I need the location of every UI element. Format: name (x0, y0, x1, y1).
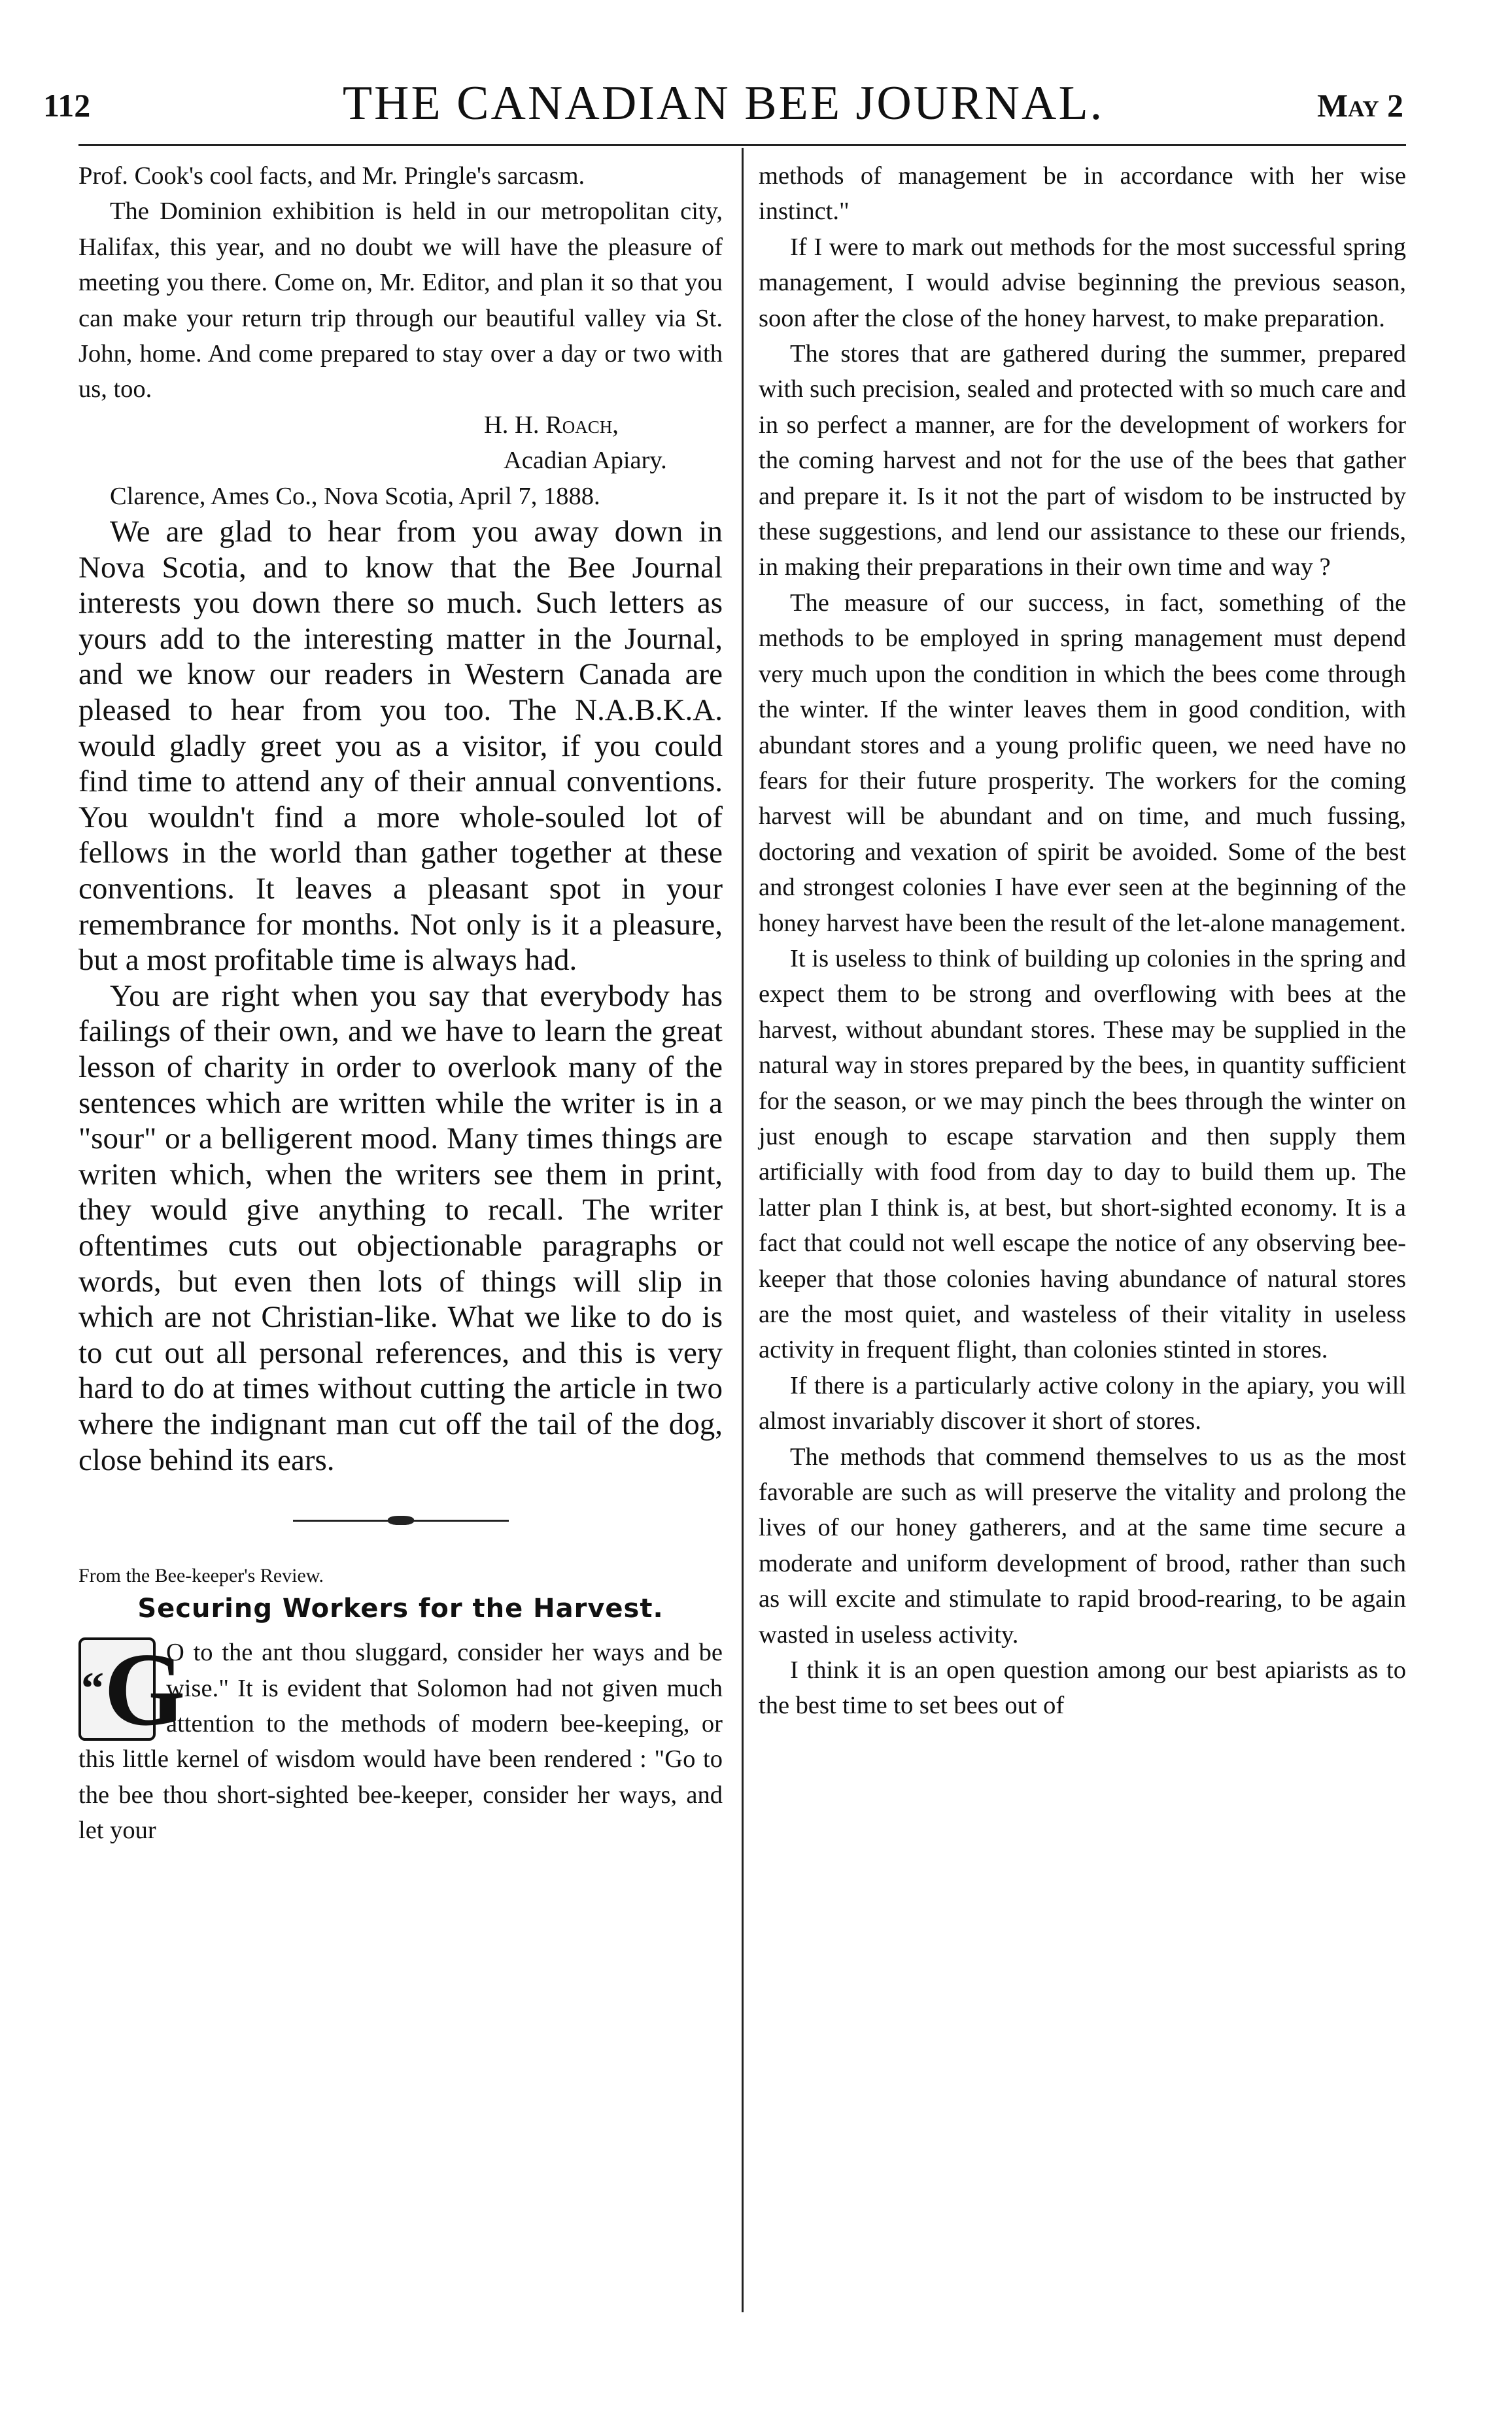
drop-cap-letter (78, 1631, 186, 1748)
left-column (78, 158, 723, 1849)
article-paragraph: The methods that commend themselves to us as the most favorable are such as will preserve the vitality and prolong the lives of our honey gatherers, and at the same time secure a moderate and uniform development of brood, rather than such as will excite and stimulate to rapid brood-rearing, to be again wasted in useless activity. (759, 1443, 1406, 1649)
page-number: 112 (43, 87, 91, 124)
divider-ornament (388, 1516, 414, 1525)
article-paragraph: If there is a particularly active colony in the apiary, you will almost invariably discover it short of stores. (759, 1371, 1406, 1435)
article-paragraph: It is useless to think of building up colonies in the spring and expect them to be strong and overflowing with bees at the harvest, without abundant stores. These may be supplied in the natural way in stores prepared by the bees, in quantity sufficient for the season, or we may pinch the bees through the winter on just enough to escape starvation and then supply them artificially with food from day to day to build them up. The latter plan I think is, at best, but short-sighted economy. It is a fact that could not well escape the notice of any observing bee-keeper that those colonies having abundance of natural stores are the most quiet, and wasteless of their vitality in useless activity in frequent flight, than colonies stinted in stores. (759, 944, 1406, 1364)
drop-cap-glyph: G (104, 1631, 186, 1748)
letter-paragraph: The Dominion exhibition is held in our metropolitan city, Halifax, this year, and no doubt we will have the pleasure of meeting you there. Come on, Mr. Editor, and plan it so that you can make your return trip through our beautiful valley via St. John, home. And come prepared to stay over a day or two with us, too. (78, 197, 723, 403)
article-paragraph: The stores that are gathered during the summer, prepared with such precision, sealed and protected with so much care and in so perfect a manner, are for the development of workers for the coming harvest and not for the use of the bees that gather and prepare it. Is it not the part of wisdom to be instructed by these suggestions, and lend our assistance to these our friends, in making their preparations in their own time and way ? (759, 340, 1406, 581)
article-paragraph: I think it is an open question among our best apiarists as to the best time to set bees out of (759, 1656, 1406, 1720)
article-paragraph: The measure of our success, in fact, something of the methods to be employed in spring management must depend very much upon the condition in which the bees come through the winter. If the winter leaves them in good condition, with abundant stores and a young prolific queen, we need have no fears for their future prosperity. The workers for the coming harvest will be abundant and on time, and much fussing, doctoring and vexation of spirit be avoided. Some of the best and strongest colonies I have ever seen at the beginning of the honey harvest have been the result of the let-alone management. (759, 589, 1406, 937)
article-source: From the Bee-keeper's Review. (78, 1565, 324, 1587)
issue-date: May 2 (1316, 87, 1403, 124)
signature-place: Clarence, Ames Co., Nova Scotia, April 7, 1888. (110, 482, 600, 510)
editor-reply-paragraph: We are glad to hear from you away down in Nova Scotia, and to know that the Bee Journal interests you down there so much. Such letters as yours add to the interesting matter in the Journal, and we know our readers in Western Canada are pleased to hear from you too. The N.A.B.K.A. would gladly greet you as a visitor, if you could find time to attend any of their annual conventions. You wouldn't find a more whole-souled lot of fellows in the world than gather together at these conventions. It leaves a pleasant spot in your remembrance for months. Not only is it a pleasure, but a most profitable time is always had. (78, 515, 723, 978)
column-divider (742, 148, 744, 2312)
letter-paragraph: Prof. Cook's cool facts, and Mr. Pringle's sarcasm. (78, 162, 585, 190)
article-opening (78, 1631, 723, 1848)
signature-name: H. H. Roach, (484, 411, 619, 439)
signature-apiary: Acadian Apiary. (504, 447, 667, 475)
header-rule (78, 144, 1406, 146)
right-column (759, 158, 1406, 1724)
section-divider (293, 1516, 509, 1525)
editor-reply-paragraph: You are right when you say that everybody has failings of their own, and we have to learn the great lesson of charity in order to overlook many of the sentences which are written while the writer is in a "sour" or a belligerent mood. Many times things are writen which, when the writers see them in print, they would give anything to recall. The writer oftentimes cuts out objectionable paragraphs or words, but even then lots of things will slip in which are not Christian-like. What we like to do is to cut out all personal references, and this is very hard to do at times without cutting the article in two where the indignant man cut off the tail of the dog, close behind its ears. (78, 978, 723, 1477)
drop-cap-quote: “ (81, 1664, 104, 1715)
article-paragraph: methods of management be in accordance with her wise instinct." (759, 162, 1406, 226)
journal-title: THE CANADIAN BEE JOURNAL. (342, 77, 1105, 130)
article-paragraph: If I were to mark out methods for the most successful spring management, I would advise beginning the previous season, soon after the close of the honey harvest, to make preparation. (759, 233, 1406, 332)
running-header (43, 68, 1403, 140)
article-heading: Securing Workers for the Harvest. (137, 1594, 664, 1624)
article-paragraph: O to the ant thou sluggard, consider her ways and be wise." It is evident that Solomon had not given much attention to the methods of modern bee-keeping, or this little kernel of wisdom would have been rendered : "Go to the bee thou short-sighted bee-keeper, consider her ways, and let your (78, 1639, 723, 1845)
